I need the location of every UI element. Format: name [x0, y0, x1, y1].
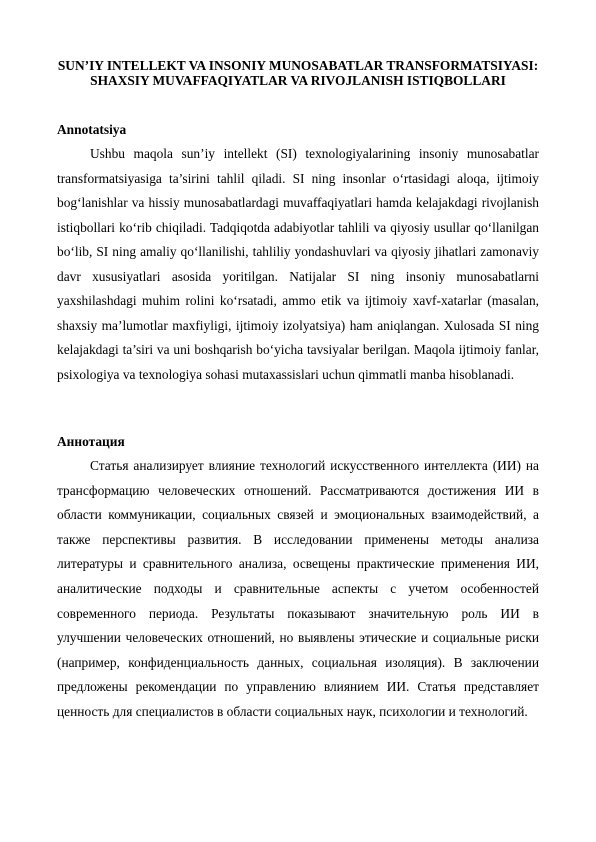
- annotation-ru-heading: Аннотация: [57, 434, 125, 449]
- annotation-ru-text: Статья анализирует влияние технологий искусственного интеллекта (ИИ) на трансформацию человеческих отношений. Рассматриваются достижения ИИ в области коммуникации, социальных связей и эмоциональных взаимодействий, а также перспективы развития. В исследовании применены методы анализа литературы и сравнительного анализа, освещены практические применения ИИ, аналитические подходы и сравнительные аспекты с учетом особенностей современного периода. Результаты показывают значительную роль ИИ в улучшении человеческих отношений, но выявлены этические и социальные риски (например, конфиденциальность данных, социальная изоляция). В заключении предложены рекомендации по управлению влиянием ИИ. Статья представляет ценность для специалистов в области социальных наук, психологии и технологий.: [57, 458, 539, 719]
- annotation-uz-text: Ushbu maqola sun’iy intellekt (SI) texnologiyalarining insoniy munosabatlar transformatsiyasiga ta’sirini tahlil qiladi. SI ning insonlar o‘rtasidagi aloqa, ijtimoiy bog‘lanishlar va hissiy munosabatlardagi muvaffaqiyatlari hamda kelajakdagi rivojlanish istiqbollari ko‘rib chiqiladi. Tadqiqotda adabiyotlar tahlili va qiyosiy usullar qo‘llanilgan bo‘lib, SI ning amaliy qo‘llanilishi, tahliliy yondashuvlari va qiyosiy jihatlari zamonaviy davr xususiyatlari asosida yoritilgan. Natijalar SI ning insoniy munosabatlarni yaxshilashdagi muhim rolini ko‘rsatadi, ammo etik va ijtimoiy xavf-xatarlar (masalan, shaxsiy ma’lumotlar maxfiyligi, ijtimoiy izolyatsiya) ham aniqlangan. Xulosada SI ning kelajakdagi ta’siri va uni boshqarish bo‘yicha tavsiyalar berilgan. Maqola ijtimoiy fanlar, psixologiya va texnologiya sohasi mutaxassislari uchun qimmatli manba hisoblanadi.: [57, 146, 539, 382]
- annotation-uz-heading: Annotatsiya: [57, 122, 127, 137]
- paper-title: SUN’IY INTELLEKT VA INSONIY MUNOSABATLAR TRANSFORMATSIYASI: SHAXSIY MUVAFFAQIYATLAR VA RIVOJLANISH ISTIQBOLLARI: [57, 58, 539, 88]
